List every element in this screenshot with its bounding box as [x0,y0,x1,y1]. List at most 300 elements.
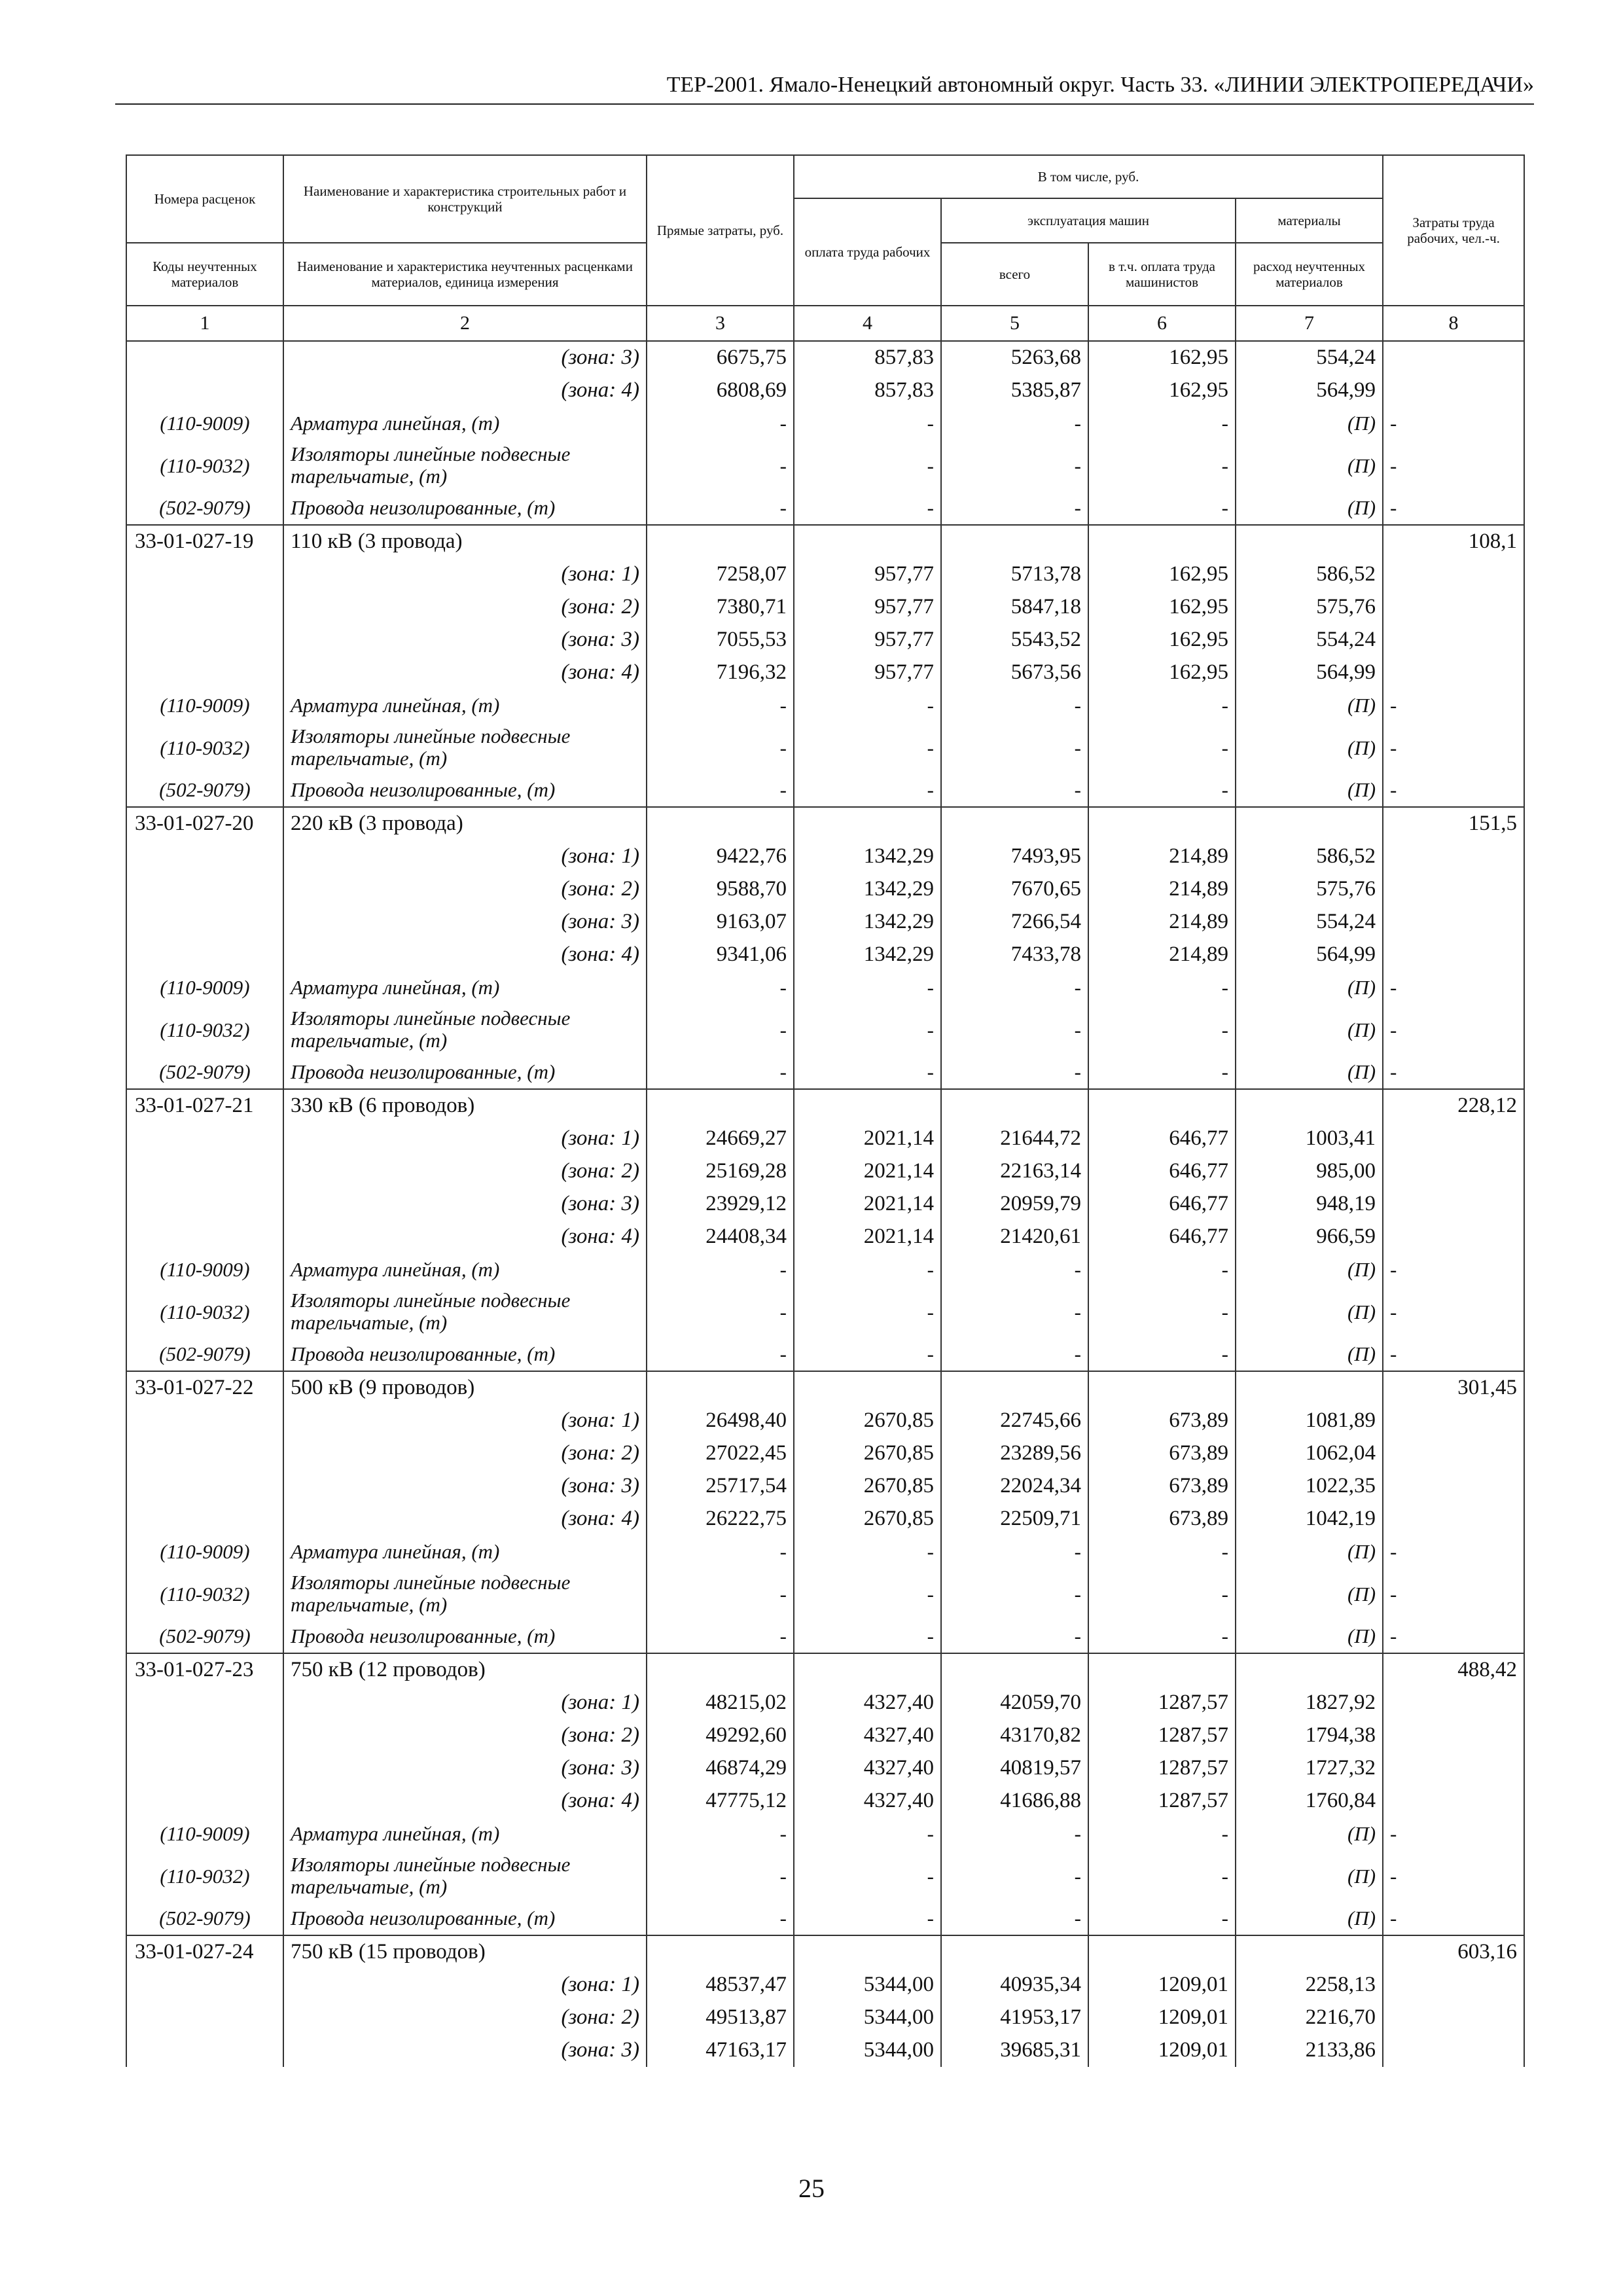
direct-costs: 23929,12 [647,1188,794,1221]
materials-cost: 564,99 [1236,939,1383,971]
machines-total: 5673,56 [941,656,1088,689]
dash-cell: - [1088,1818,1236,1850]
material-name: Арматура линейная, (т) [283,971,647,1004]
material-p-mark: (П) [1236,1338,1383,1371]
direct-costs: 49292,60 [647,1719,794,1752]
machines-total: 42059,70 [941,1687,1088,1719]
machinist-pay: 162,95 [1088,374,1236,407]
header-material-names: Наименование и характеристика неучтенных расценками материалов, единица измерения [283,243,647,306]
materials-cost: 2258,13 [1236,1969,1383,2001]
empty-cell [1236,525,1383,558]
dash-cell: - [794,1056,941,1089]
empty-cell [647,1371,794,1405]
zone-label: (зона: 3) [283,1188,647,1221]
material-code: (110-9009) [126,1535,283,1568]
machinist-pay: 673,89 [1088,1470,1236,1503]
empty-cell [647,1089,794,1122]
worker-pay: 957,77 [794,558,941,591]
empty-cell [1383,1969,1524,2001]
material-code: (502-9079) [126,1902,283,1935]
materials-cost: 1727,32 [1236,1752,1383,1785]
machinist-pay: 1209,01 [1088,2034,1236,2067]
rate-name: 750 кВ (15 проводов) [283,1935,647,1969]
empty-cell [1236,807,1383,840]
material-code: (502-9079) [126,492,283,525]
empty-cell [126,1503,283,1535]
dash-cell: - [1088,971,1236,1004]
material-name: Провода неизолированные, (т) [283,1338,647,1371]
dash-cell: - [1383,1286,1524,1338]
machinist-pay: 1209,01 [1088,2001,1236,2034]
empty-cell [941,1653,1088,1687]
material-p-mark: (П) [1236,1818,1383,1850]
empty-cell [126,1687,283,1719]
zone-row [126,341,1524,374]
dash-cell: - [1088,492,1236,525]
dash-cell: - [647,1286,794,1338]
empty-cell [126,1470,283,1503]
header-machinist-pay: в т.ч. оплата труда машинистов [1088,243,1236,306]
empty-cell [1383,1155,1524,1188]
empty-cell [941,1935,1088,1969]
rate-code: 33-01-027-21 [126,1089,283,1122]
material-row [126,1286,1524,1338]
zone-label: (зона: 3) [283,906,647,939]
empty-cell [647,807,794,840]
worker-pay: 4327,40 [794,1687,941,1719]
zone-row [126,2001,1524,2034]
rate-code: 33-01-027-23 [126,1653,283,1687]
direct-costs: 24408,34 [647,1221,794,1253]
material-row [126,1253,1524,1286]
dash-cell: - [941,689,1088,722]
machines-total: 7493,95 [941,840,1088,873]
empty-cell [1383,1687,1524,1719]
dash-cell: - [941,1568,1088,1620]
empty-cell [126,840,283,873]
direct-costs: 9163,07 [647,906,794,939]
machines-total: 22509,71 [941,1503,1088,1535]
dash-cell: - [647,407,794,440]
dash-cell: - [1088,1253,1236,1286]
empty-cell [1383,624,1524,656]
empty-cell [647,525,794,558]
header-machines-total: всего [941,243,1088,306]
dash-cell: - [647,1004,794,1056]
rate-name: 220 кВ (3 провода) [283,807,647,840]
empty-cell [126,939,283,971]
dash-cell: - [794,1850,941,1902]
machines-total: 21644,72 [941,1122,1088,1155]
empty-cell [1383,1785,1524,1818]
dash-cell: - [1088,774,1236,807]
dash-cell: - [941,1253,1088,1286]
header-unaccounted-materials: расход неучтенных материалов [1236,243,1383,306]
empty-cell [126,558,283,591]
header-material-codes: Коды неучтенных материалов [126,243,283,306]
direct-costs: 7196,32 [647,656,794,689]
dash-cell: - [941,971,1088,1004]
dash-cell: - [794,1568,941,1620]
machinist-pay: 1287,57 [1088,1752,1236,1785]
empty-cell [126,656,283,689]
zone-label: (зона: 1) [283,1405,647,1437]
dash-cell: - [647,492,794,525]
materials-cost: 554,24 [1236,341,1383,374]
dash-cell: - [1088,722,1236,774]
worker-pay: 957,77 [794,624,941,656]
rate-code: 33-01-027-22 [126,1371,283,1405]
empty-cell [941,807,1088,840]
machinist-pay: 162,95 [1088,656,1236,689]
worker-pay: 2670,85 [794,1470,941,1503]
dash-cell: - [647,1338,794,1371]
labor-cost: 301,45 [1383,1371,1524,1405]
zone-row [126,558,1524,591]
direct-costs: 25717,54 [647,1470,794,1503]
machines-total: 5263,68 [941,341,1088,374]
worker-pay: 2670,85 [794,1405,941,1437]
direct-costs: 49513,87 [647,2001,794,2034]
material-code: (110-9009) [126,689,283,722]
empty-cell [1088,1089,1236,1122]
dash-cell: - [1383,1004,1524,1056]
rate-name: 330 кВ (6 проводов) [283,1089,647,1122]
rate-header-row [126,1935,1524,1969]
header-labor-costs: Затраты труда рабочих, чел.-ч. [1383,155,1524,306]
material-row [126,689,1524,722]
labor-cost: 108,1 [1383,525,1524,558]
machinist-pay: 214,89 [1088,840,1236,873]
dash-cell: - [941,1056,1088,1089]
rate-header-row [126,525,1524,558]
empty-cell [1236,1089,1383,1122]
dash-cell: - [1088,1850,1236,1902]
material-name: Провода неизолированные, (т) [283,774,647,807]
materials-cost: 1042,19 [1236,1503,1383,1535]
machines-total: 40819,57 [941,1752,1088,1785]
material-name: Изоляторы линейные подвесные тарельчатые, (т) [283,1004,647,1056]
zone-label: (зона: 3) [283,2034,647,2067]
dash-cell: - [794,440,941,492]
empty-cell [126,1188,283,1221]
machines-total: 7266,54 [941,906,1088,939]
material-p-mark: (П) [1236,689,1383,722]
empty-cell [1383,341,1524,374]
materials-cost: 586,52 [1236,558,1383,591]
material-p-mark: (П) [1236,1568,1383,1620]
material-name: Провода неизолированные, (т) [283,492,647,525]
dash-cell: - [794,1004,941,1056]
direct-costs: 26222,75 [647,1503,794,1535]
zone-row [126,1188,1524,1221]
empty-cell [1088,1371,1236,1405]
zone-label: (зона: 1) [283,840,647,873]
material-name: Арматура линейная, (т) [283,407,647,440]
machinist-pay: 162,95 [1088,341,1236,374]
materials-cost: 1081,89 [1236,1405,1383,1437]
zone-label: (зона: 4) [283,1503,647,1535]
zone-row [126,1719,1524,1752]
dash-cell: - [1383,1338,1524,1371]
price-table-wrapper [126,154,1524,2067]
machines-total: 41953,17 [941,2001,1088,2034]
zone-label: (зона: 4) [283,374,647,407]
empty-cell [1383,1122,1524,1155]
empty-cell [1383,656,1524,689]
dash-cell: - [941,774,1088,807]
material-name: Изоляторы линейные подвесные тарельчатые, (т) [283,1286,647,1338]
materials-cost: 554,24 [1236,906,1383,939]
empty-cell [1088,807,1236,840]
dash-cell: - [647,1818,794,1850]
dash-cell: - [794,1535,941,1568]
worker-pay: 2670,85 [794,1437,941,1470]
direct-costs: 47775,12 [647,1785,794,1818]
machines-total: 21420,61 [941,1221,1088,1253]
empty-cell [1383,558,1524,591]
column-number: 8 [1383,306,1524,341]
material-row [126,1850,1524,1902]
material-row [126,1056,1524,1089]
material-p-mark: (П) [1236,1535,1383,1568]
materials-cost: 575,76 [1236,873,1383,906]
header-work-name: Наименование и характеристика строительных работ и конструкций [283,155,647,243]
material-p-mark: (П) [1236,1286,1383,1338]
dash-cell: - [1383,1620,1524,1653]
empty-cell [126,2034,283,2067]
rate-name: 500 кВ (9 проводов) [283,1371,647,1405]
direct-costs: 7380,71 [647,591,794,624]
dash-cell: - [1088,1338,1236,1371]
worker-pay: 1342,29 [794,840,941,873]
table-body [126,341,1524,2067]
empty-cell [126,1785,283,1818]
materials-cost: 564,99 [1236,656,1383,689]
material-code: (110-9009) [126,1253,283,1286]
header-machines: эксплуатация машин [941,198,1236,243]
worker-pay: 4327,40 [794,1752,941,1785]
empty-cell [126,1405,283,1437]
zone-row [126,624,1524,656]
material-code: (110-9009) [126,971,283,1004]
dash-cell: - [794,774,941,807]
empty-cell [126,873,283,906]
machines-total: 41686,88 [941,1785,1088,1818]
column-number: 6 [1088,306,1236,341]
zone-label: (зона: 3) [283,1470,647,1503]
dash-cell: - [941,1338,1088,1371]
worker-pay: 4327,40 [794,1719,941,1752]
dash-cell: - [1088,1056,1236,1089]
dash-cell: - [1088,1620,1236,1653]
table-header [126,155,1524,341]
material-code: (502-9079) [126,1620,283,1653]
page-number: 25 [798,2174,825,2203]
header-direct-costs: Прямые затраты, руб. [647,155,794,306]
direct-costs: 48537,47 [647,1969,794,2001]
zone-label: (зона: 4) [283,656,647,689]
material-row [126,1535,1524,1568]
zone-row [126,1122,1524,1155]
direct-costs: 7258,07 [647,558,794,591]
worker-pay: 5344,00 [794,2034,941,2067]
dash-cell: - [647,774,794,807]
column-number: 7 [1236,306,1383,341]
materials-cost: 1760,84 [1236,1785,1383,1818]
material-code: (110-9032) [126,440,283,492]
header-worker-pay: оплата труда рабочих [794,198,941,306]
labor-cost: 151,5 [1383,807,1524,840]
empty-cell [794,1371,941,1405]
dash-cell: - [1088,1004,1236,1056]
worker-pay: 2021,14 [794,1155,941,1188]
dash-cell: - [941,1286,1088,1338]
material-name: Провода неизолированные, (т) [283,1056,647,1089]
empty-cell [794,1653,941,1687]
dash-cell: - [1383,407,1524,440]
material-name: Провода неизолированные, (т) [283,1620,647,1653]
empty-cell [126,624,283,656]
dash-cell: - [1088,689,1236,722]
rate-header-row [126,1089,1524,1122]
rate-name: 110 кВ (3 провода) [283,525,647,558]
zone-row [126,1221,1524,1253]
material-row [126,1004,1524,1056]
material-row [126,774,1524,807]
dash-cell: - [1383,1568,1524,1620]
direct-costs: 6675,75 [647,341,794,374]
labor-cost: 228,12 [1383,1089,1524,1122]
machinist-pay: 673,89 [1088,1503,1236,1535]
dash-cell: - [1383,492,1524,525]
machinist-pay: 673,89 [1088,1437,1236,1470]
material-code: (110-9032) [126,1850,283,1902]
worker-pay: 1342,29 [794,873,941,906]
dash-cell: - [794,1620,941,1653]
empty-cell [794,1089,941,1122]
material-name: Арматура линейная, (т) [283,1535,647,1568]
materials-cost: 564,99 [1236,374,1383,407]
empty-cell [1383,1437,1524,1470]
empty-cell [1383,906,1524,939]
material-code: (502-9079) [126,1056,283,1089]
worker-pay: 4327,40 [794,1785,941,1818]
material-p-mark: (П) [1236,440,1383,492]
zone-row [126,374,1524,407]
material-name: Арматура линейная, (т) [283,1253,647,1286]
empty-cell [126,1969,283,2001]
machines-total: 40935,34 [941,1969,1088,2001]
machines-total: 22163,14 [941,1155,1088,1188]
header-including: В том числе, руб. [794,155,1383,198]
zone-label: (зона: 2) [283,873,647,906]
zone-row [126,591,1524,624]
dash-cell: - [1383,689,1524,722]
empty-cell [126,1221,283,1253]
dash-cell: - [1088,1535,1236,1568]
zone-row [126,656,1524,689]
empty-cell [1383,1470,1524,1503]
machines-total: 5543,52 [941,624,1088,656]
empty-cell [1236,1935,1383,1969]
dash-cell: - [647,440,794,492]
material-p-mark: (П) [1236,1620,1383,1653]
zone-label: (зона: 3) [283,1752,647,1785]
zone-label: (зона: 3) [283,341,647,374]
zone-label: (зона: 2) [283,1155,647,1188]
empty-cell [1088,1653,1236,1687]
worker-pay: 2021,14 [794,1221,941,1253]
header-materials: материалы [1236,198,1383,243]
rate-header-row [126,807,1524,840]
machines-total: 22024,34 [941,1470,1088,1503]
material-code: (110-9009) [126,407,283,440]
machines-total: 5385,87 [941,374,1088,407]
rate-code: 33-01-027-24 [126,1935,283,1969]
empty-cell [1383,2034,1524,2067]
zone-row [126,1470,1524,1503]
empty-cell [126,341,283,374]
dash-cell: - [794,1818,941,1850]
machinist-pay: 162,95 [1088,624,1236,656]
machinist-pay: 214,89 [1088,939,1236,971]
zone-row [126,1155,1524,1188]
dash-cell: - [1383,1902,1524,1935]
rate-name: 750 кВ (12 проводов) [283,1653,647,1687]
material-p-mark: (П) [1236,774,1383,807]
zone-row [126,906,1524,939]
direct-costs: 27022,45 [647,1437,794,1470]
machinist-pay: 1209,01 [1088,1969,1236,2001]
column-number: 1 [126,306,283,341]
empty-cell [126,1155,283,1188]
worker-pay: 2670,85 [794,1503,941,1535]
zone-label: (зона: 4) [283,1785,647,1818]
empty-cell [126,591,283,624]
dash-cell: - [1088,440,1236,492]
empty-cell [1383,1752,1524,1785]
machinist-pay: 214,89 [1088,906,1236,939]
dash-cell: - [1383,774,1524,807]
dash-cell: - [647,1850,794,1902]
machinist-pay: 162,95 [1088,591,1236,624]
empty-cell [126,1752,283,1785]
dash-cell: - [941,492,1088,525]
material-name: Арматура линейная, (т) [283,1818,647,1850]
dash-cell: - [941,722,1088,774]
labor-cost: 488,42 [1383,1653,1524,1687]
empty-cell [1088,1935,1236,1969]
material-row [126,1620,1524,1653]
machines-total: 43170,82 [941,1719,1088,1752]
column-number: 4 [794,306,941,341]
dash-cell: - [1088,1286,1236,1338]
dash-cell: - [941,1535,1088,1568]
machinist-pay: 646,77 [1088,1155,1236,1188]
dash-cell: - [794,492,941,525]
zone-label: (зона: 4) [283,939,647,971]
material-code: (110-9032) [126,722,283,774]
worker-pay: 5344,00 [794,2001,941,2034]
direct-costs: 6808,69 [647,374,794,407]
material-name: Провода неизолированные, (т) [283,1902,647,1935]
empty-cell [1236,1371,1383,1405]
machines-total: 23289,56 [941,1437,1088,1470]
empty-cell [647,1935,794,1969]
material-code: (502-9079) [126,1338,283,1371]
material-code: (110-9009) [126,1818,283,1850]
